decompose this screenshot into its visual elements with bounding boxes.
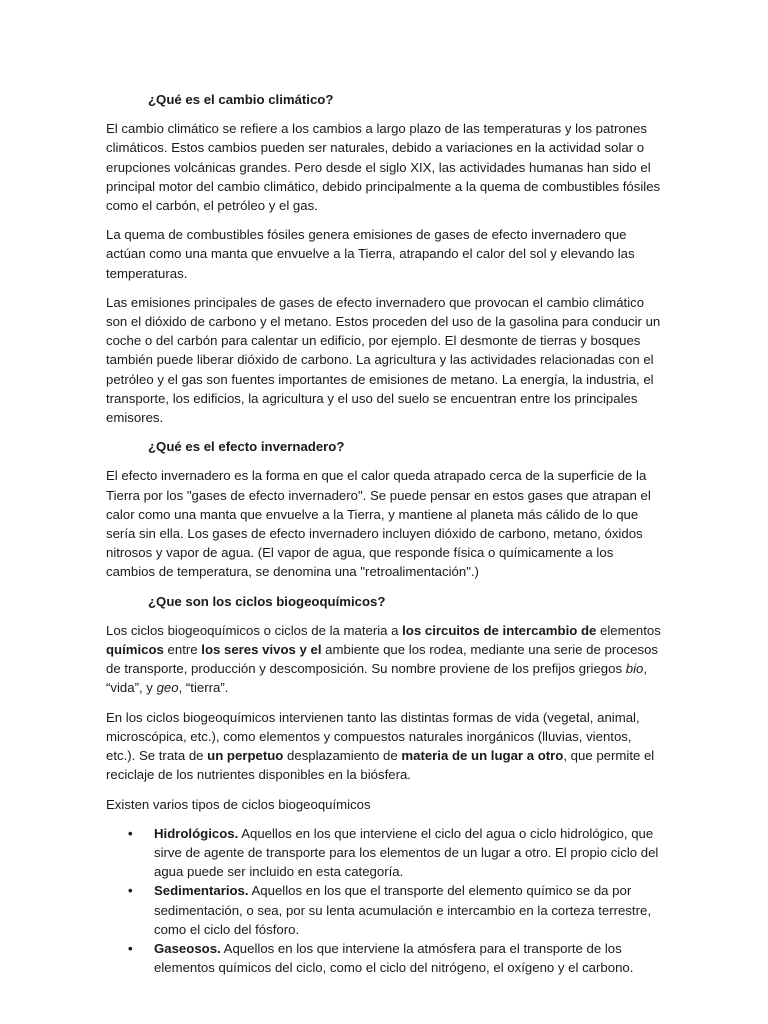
paragraph-emisiones-principales: Las emisiones principales de gases de efecto invernadero que provocan el cambio climático son el dióxido de carbono y el metano. Estos proceden del uso de la gasolina para conducir un coche o del carbón para calentar un edificio, por ejemplo. El desmonte de tierras y bosques también puede liberar dióxido de carbono. La agricultura y las actividades relacionadas con el petróleo y el gas son fuentes importantes de emisiones de metano. La energía, la industria, el transporte, los edificios, la agricultura y el uso del suelo se encuentran entre los principales emisores. [106,294,661,426]
item-description: Aquellos en los que interviene el ciclo del agua o ciclo hidrológico, que sirve de agente de transporte para los elementos de un lugar a otro. El propio ciclo del agua puede ser incluido en esta categoría. [154,825,659,880]
cycle-types-list [106,824,662,978]
bullet-icon: • [128,825,133,841]
italic-run: bio [625,661,644,677]
bold-run: los circuitos de intercambio de [402,622,597,638]
document-body [106,90,662,977]
text-run: , “tierra”. [178,680,229,696]
text-run: En los ciclos biogeoquímicos intervienen tanto las distintas formas de vida (vegetal, animal, microscópica, etc.), como elementos y compuestos naturales inorgánicos (lluvias, vientos, etc.). Se trata de [106,709,640,764]
heading-cambio-climatico: ¿Qué es el cambio climático? [148,92,334,107]
bold-run: materia de un lugar a otro [401,748,564,764]
heading-ciclos-biogeoquimicos: ¿Que son los ciclos biogeoquímicos? [148,593,386,609]
list-item-sedimentarios [106,881,662,939]
bold-run: los seres vivos y el [201,642,322,658]
paragraph-quema-combustibles: La quema de combustibles fósiles genera emisiones de gases de efecto invernadero que actúan como una manta que envuelve a la Tierra, atrapando el calor del sol y elevando las temperaturas. [106,227,635,281]
paragraph-ciclos-intervienen [106,708,662,785]
list-item-hidrologicos [106,824,662,882]
text-run: ambiente que los rodea, mediante una serie de procesos de transporte, producción y descomposición. Su nombre proviene de los prefijos griegos [106,642,659,677]
bold-run: químicos [106,642,164,658]
text-run: , “vida”, y [106,661,648,696]
bold-run: un perpetuo [207,748,284,764]
text-run: desplazamiento de [283,748,402,764]
bullet-icon: • [128,883,133,899]
item-term: Sedimentarios. [154,883,249,899]
text-run: elementos [596,622,661,638]
paragraph-tipos-ciclos: Existen varios tipos de ciclos biogeoquímicos [106,796,371,812]
text-run: , que permite el reciclaje de los nutrientes disponibles en la biósfera. [106,748,655,783]
heading-efecto-invernadero: ¿Qué es el efecto invernadero? [148,439,345,455]
item-term: Gaseosos. [154,940,221,956]
item-description: Aquellos en los que el transporte del elemento químico se da por sedimentación, o sea, por su lenta acumulación e intercambio en la corteza terrestre, como el ciclo del fósforo. [154,883,651,937]
italic-run: geo [156,680,179,696]
paragraph-ciclos-definicion [106,621,662,698]
bullet-icon: • [128,940,133,956]
item-term: Hidrológicos. [154,825,239,841]
paragraph-efecto-invernadero: El efecto invernadero es la forma en que el calor queda atrapado cerca de la superficie de la Tierra por los "gases de efecto invernadero". Se puede pensar en estos gases que atrapan el calor como una manta que envuelve a la Tierra, y mantiene al planeta más cálido de lo que sería sin ella. Los gases de efecto invernadero incluyen dióxido de carbono, metano, óxidos nitrosos y vapor de agua. (El vapor de agua, que responde física o químicamente a los cambios de temperatura, se denomina una "retroalimentación".) [106,468,651,580]
paragraph-cambio-definicion: El cambio climático se refiere a los cambios a largo plazo de las temperaturas y los patrones climáticos. Estos cambios pueden ser naturales, debido a variaciones en la actividad solar o erupciones volcánicas grandes. Pero desde el siglo XIX, las actividades humanas han sido el principal motor del cambio climático, debido principalmente a la quema de combustibles fósiles como el carbón, el petróleo y el gas. [106,121,661,214]
text-run: entre [163,642,202,658]
item-description: Aquellos en los que interviene la atmósfera para el transporte de los elementos químicos del ciclo, como el ciclo del nitrógeno, el oxígeno y el carbono. [154,940,634,976]
text-run: Los ciclos biogeoquímicos o ciclos de la materia a [106,622,403,638]
list-item-gaseosos [106,939,662,977]
